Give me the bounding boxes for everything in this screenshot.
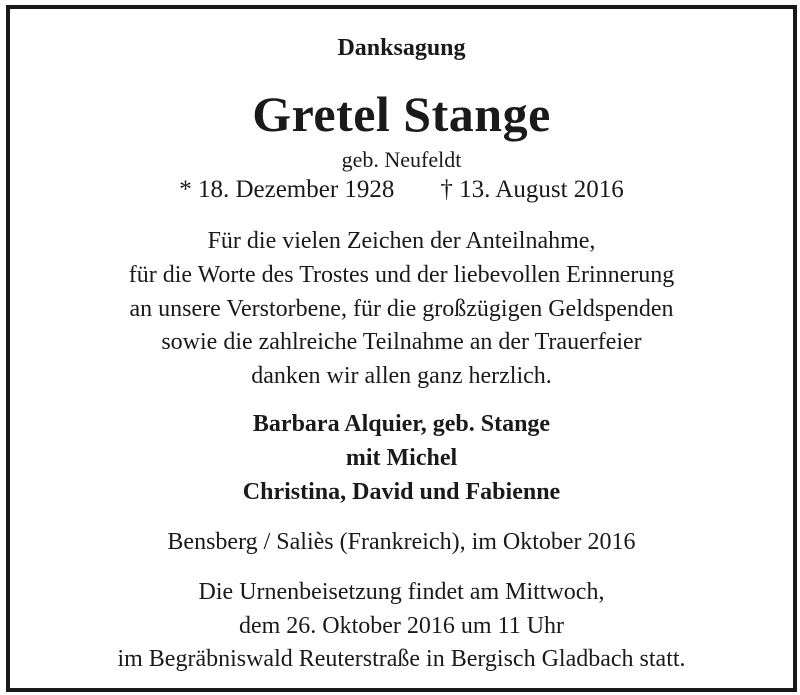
obituary-notice	[6, 5, 797, 692]
message-line: danken wir allen ganz herzlich.	[251, 363, 552, 389]
notice-heading: Danksagung	[337, 35, 466, 61]
family-line: Barbara Alquier, geb. Stange	[252, 411, 551, 437]
message-line: für die Worte des Trostes und der liebevollen Erinnerung	[128, 262, 675, 288]
place-and-date: Bensberg / Saliès (Frankreich), im Oktober 2016	[167, 529, 636, 555]
burial-info-line: Die Urnenbeisetzung findet am Mittwoch,	[198, 579, 605, 605]
family-line: mit Michel	[345, 445, 458, 471]
life-dates	[10, 176, 793, 204]
message-line: an unsere Verstorbene, für die großzügigen Geldspenden	[129, 296, 674, 322]
family-line: Christina, David und Fabienne	[242, 479, 561, 505]
maiden-name: geb. Neufeldt	[341, 147, 462, 172]
death-date: † 13. August 2016	[440, 176, 624, 203]
deceased-name: Gretel Stange	[252, 86, 551, 142]
message-line: sowie die zahlreiche Teilnahme an der Trauerfeier	[161, 329, 642, 355]
message-line: Für die vielen Zeichen der Anteilnahme,	[207, 228, 596, 254]
birth-date: * 18. Dezember 1928	[179, 176, 395, 203]
burial-info-line: im Begräbniswald Reuterstraße in Bergisch Gladbach statt.	[117, 646, 686, 672]
burial-info-line: dem 26. Oktober 2016 um 11 Uhr	[238, 613, 565, 639]
